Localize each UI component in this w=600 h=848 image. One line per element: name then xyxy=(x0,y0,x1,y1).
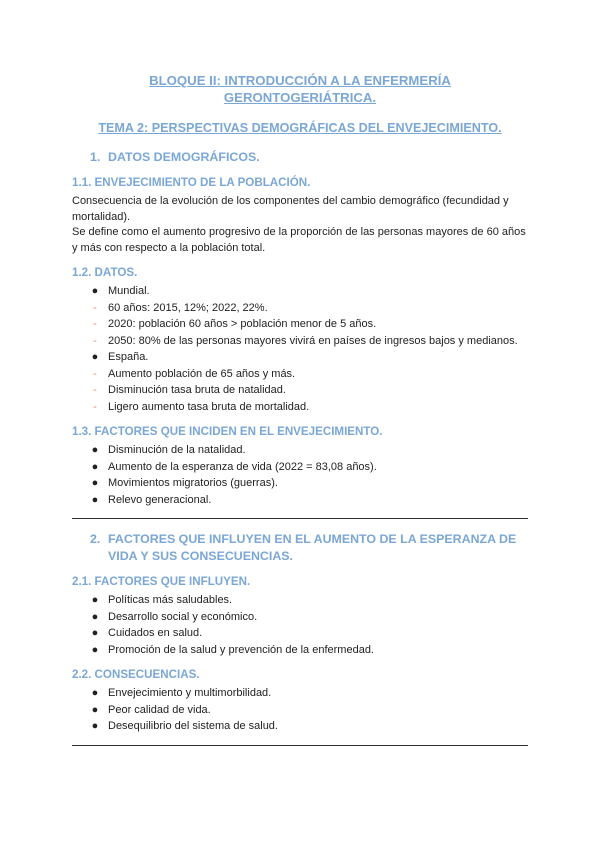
bullet-marker: ● xyxy=(91,610,99,623)
list-item xyxy=(72,317,528,333)
list-item xyxy=(72,334,528,350)
dash-marker: - xyxy=(93,367,97,380)
bloque-title-line1: BLOQUE II: INTRODUCCIÓN A LA ENFERMERÍA xyxy=(149,73,451,88)
list-item xyxy=(72,350,528,366)
list-item xyxy=(72,593,528,609)
list-item xyxy=(72,493,528,509)
bloque-title-line2: GERONTOGERIÁTRICA. xyxy=(223,90,377,105)
dash-marker: - xyxy=(93,334,97,347)
bullet-marker: ● xyxy=(91,444,99,456)
list-item xyxy=(72,626,528,642)
subsection-1-1-paragraph-2: Se define como el aumento progresivo de la proporción de las personas mayores de 60 años y más con respecto a la población total. xyxy=(72,226,526,254)
bullet-marker: ● xyxy=(91,643,99,656)
subsection-1-1-paragraph-1: Consecuencia de la evolución de los componentes del cambio demográfico (fecundidad y mortalidad). xyxy=(72,195,509,223)
section1-number: 1. xyxy=(90,150,101,164)
section2-number: 2. xyxy=(90,532,101,546)
subsection-1-2-heading: 1.2. DATOS. xyxy=(72,266,138,279)
list-item xyxy=(72,383,528,399)
list-item-text: Cuidados en salud. xyxy=(108,627,203,639)
bullet-marker: ● xyxy=(91,594,99,606)
bullet-marker: ● xyxy=(91,720,99,732)
list-item-text: Políticas más saludables. xyxy=(108,594,233,606)
list-item xyxy=(72,284,528,300)
section1-title: DATOS DEMOGRÁFICOS. xyxy=(108,150,260,164)
dash-marker: - xyxy=(93,384,97,396)
bullet-marker: ● xyxy=(91,285,99,297)
dash-marker: - xyxy=(93,400,97,413)
list-item xyxy=(72,367,528,383)
list-item-text: 2050: 80% de las personas mayores vivirá en países de ingresos bajos y medianos. xyxy=(108,334,518,347)
document-content xyxy=(72,72,528,758)
list-item-text: Desequilibrio del sistema de salud. xyxy=(108,720,278,732)
list-item-text: Promoción de la salud y prevención de la enfermedad. xyxy=(108,643,374,656)
section-divider xyxy=(72,745,528,746)
list-item-text: Desarrollo social y económico. xyxy=(108,610,258,623)
list-item xyxy=(72,460,528,476)
list-item-text: España. xyxy=(108,351,149,363)
bullet-marker: ● xyxy=(91,687,99,699)
section1-heading xyxy=(72,149,528,166)
list-item xyxy=(72,476,528,492)
list-item-text: Aumento de la esperanza de vida (2022 = 83,08 años). xyxy=(108,460,377,473)
factores-influyen-list xyxy=(72,593,528,658)
list-item xyxy=(72,443,528,459)
dash-marker: - xyxy=(93,301,97,314)
list-item-text: Relevo generacional. xyxy=(108,493,212,506)
list-item-text: 2020: población 60 años > población menor de 5 años. xyxy=(108,318,377,330)
list-item xyxy=(72,610,528,626)
list-item-text: Ligero aumento tasa bruta de mortalidad. xyxy=(108,400,310,413)
subsection-1-1-heading: 1.1. ENVEJECIMIENTO DE LA POBLACIÓN. xyxy=(72,176,311,189)
bullet-marker: ● xyxy=(91,627,99,639)
list-item-text: Disminución tasa bruta de natalidad. xyxy=(108,384,286,396)
bloque-title xyxy=(72,72,528,106)
list-item-text: Movimientos migratorios (guerras). xyxy=(108,477,278,489)
subsection-2-1-heading: 2.1. FACTORES QUE INFLUYEN. xyxy=(72,575,251,588)
subsection-1-3-heading: 1.3. FACTORES QUE INCIDEN EN EL ENVEJECIMIENTO. xyxy=(72,425,383,438)
tema-title: TEMA 2: PERSPECTIVAS DEMOGRÁFICAS DEL ENVEJECIMIENTO. xyxy=(98,121,502,135)
list-item-text: Disminución de la natalidad. xyxy=(108,444,246,456)
list-item xyxy=(72,719,528,735)
list-item xyxy=(72,686,528,702)
list-item xyxy=(72,301,528,317)
bullet-marker: ● xyxy=(91,493,99,506)
datos-list xyxy=(72,284,528,415)
section2-heading xyxy=(72,531,528,565)
list-item-text: 60 años: 2015, 12%; 2022, 22%. xyxy=(108,301,268,314)
list-item xyxy=(72,400,528,416)
factores-envejecimiento-list xyxy=(72,443,528,508)
list-item-text: Aumento población de 65 años y más. xyxy=(108,367,296,380)
subsection-2-2-heading: 2.2. CONSECUENCIAS. xyxy=(72,668,200,681)
bullet-marker: ● xyxy=(91,477,99,489)
list-item-text: Mundial. xyxy=(108,285,150,297)
list-item-text: Envejecimiento y multimorbilidad. xyxy=(108,687,272,699)
section2-title: FACTORES QUE INFLUYEN EN EL AUMENTO DE LA ESPERANZA DE VIDA Y SUS CONSECUENCIAS. xyxy=(108,532,517,563)
bullet-marker: ● xyxy=(91,351,99,363)
bullet-marker: ● xyxy=(91,460,99,473)
dash-marker: - xyxy=(93,318,97,330)
section-divider xyxy=(72,518,528,519)
list-item xyxy=(72,703,528,719)
list-item xyxy=(72,643,528,659)
bullet-marker: ● xyxy=(91,703,99,716)
list-item-text: Peor calidad de vida. xyxy=(108,703,211,716)
consecuencias-list xyxy=(72,686,528,735)
